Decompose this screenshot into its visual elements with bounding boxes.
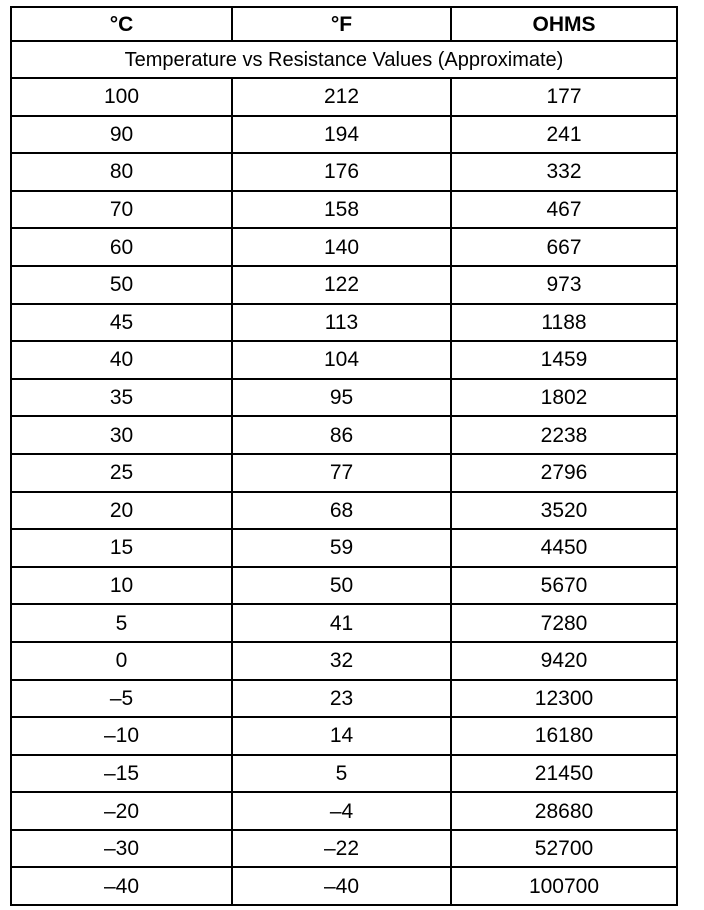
ohms-cell: 973 (451, 266, 677, 304)
celsius-cell: –30 (11, 830, 232, 868)
celsius-cell: 25 (11, 454, 232, 492)
ohms-cell: 2238 (451, 416, 677, 454)
fahrenheit-cell: –4 (232, 792, 451, 830)
table-row (11, 153, 677, 191)
header-ohms: OHMS (451, 7, 677, 41)
celsius-cell: 40 (11, 341, 232, 379)
celsius-cell: –40 (11, 867, 232, 905)
celsius-cell: –15 (11, 755, 232, 793)
table-row (11, 304, 677, 342)
ohms-cell: 3520 (451, 492, 677, 530)
ohms-cell: 1188 (451, 304, 677, 342)
fahrenheit-cell: 59 (232, 529, 451, 567)
fahrenheit-cell: 122 (232, 266, 451, 304)
fahrenheit-cell: 95 (232, 379, 451, 417)
celsius-cell: 70 (11, 191, 232, 229)
ohms-cell: 16180 (451, 717, 677, 755)
ohms-cell: 4450 (451, 529, 677, 567)
celsius-cell: 20 (11, 492, 232, 530)
celsius-cell: 80 (11, 153, 232, 191)
title-row (11, 41, 677, 78)
table-row (11, 567, 677, 605)
table-row (11, 680, 677, 718)
header-fahrenheit: °F (232, 7, 451, 41)
ohms-cell: 9420 (451, 642, 677, 680)
ohms-cell: 7280 (451, 604, 677, 642)
fahrenheit-cell: 212 (232, 78, 451, 116)
fahrenheit-cell: 5 (232, 755, 451, 793)
table-row (11, 116, 677, 154)
fahrenheit-cell: 77 (232, 454, 451, 492)
fahrenheit-cell: 23 (232, 680, 451, 718)
fahrenheit-cell: 158 (232, 191, 451, 229)
fahrenheit-cell: 14 (232, 717, 451, 755)
ohms-cell: 177 (451, 78, 677, 116)
header-celsius: °C (11, 7, 232, 41)
table-row (11, 642, 677, 680)
ohms-cell: 28680 (451, 792, 677, 830)
celsius-cell: 45 (11, 304, 232, 342)
celsius-cell: –20 (11, 792, 232, 830)
celsius-cell: 35 (11, 379, 232, 417)
ohms-cell: 12300 (451, 680, 677, 718)
table-row (11, 604, 677, 642)
fahrenheit-cell: –40 (232, 867, 451, 905)
ohms-cell: 1802 (451, 379, 677, 417)
table-row (11, 867, 677, 905)
table-row (11, 717, 677, 755)
fahrenheit-cell: 176 (232, 153, 451, 191)
fahrenheit-cell: 50 (232, 567, 451, 605)
fahrenheit-cell: 104 (232, 341, 451, 379)
table-row (11, 492, 677, 530)
table-row (11, 529, 677, 567)
table-row (11, 792, 677, 830)
celsius-cell: 5 (11, 604, 232, 642)
table-row (11, 228, 677, 266)
celsius-cell: 90 (11, 116, 232, 154)
fahrenheit-cell: 86 (232, 416, 451, 454)
table-row (11, 454, 677, 492)
celsius-cell: 30 (11, 416, 232, 454)
ohms-cell: 2796 (451, 454, 677, 492)
celsius-cell: –5 (11, 680, 232, 718)
celsius-cell: 100 (11, 78, 232, 116)
temperature-resistance-table (10, 6, 678, 906)
ohms-cell: 100700 (451, 867, 677, 905)
celsius-cell: 15 (11, 529, 232, 567)
ohms-cell: 241 (451, 116, 677, 154)
temperature-resistance-sheet (10, 6, 676, 906)
celsius-cell: 50 (11, 266, 232, 304)
celsius-cell: –10 (11, 717, 232, 755)
ohms-cell: 5670 (451, 567, 677, 605)
ohms-cell: 332 (451, 153, 677, 191)
fahrenheit-cell: 32 (232, 642, 451, 680)
table-row (11, 341, 677, 379)
ohms-cell: 52700 (451, 830, 677, 868)
ohms-cell: 667 (451, 228, 677, 266)
fahrenheit-cell: 41 (232, 604, 451, 642)
table-body (11, 78, 677, 905)
ohms-cell: 1459 (451, 341, 677, 379)
fahrenheit-cell: 194 (232, 116, 451, 154)
fahrenheit-cell: 113 (232, 304, 451, 342)
table-title: Temperature vs Resistance Values (Approximate) (11, 41, 677, 78)
celsius-cell: 60 (11, 228, 232, 266)
table-row (11, 78, 677, 116)
fahrenheit-cell: 68 (232, 492, 451, 530)
fahrenheit-cell: 140 (232, 228, 451, 266)
table-row (11, 191, 677, 229)
fahrenheit-cell: –22 (232, 830, 451, 868)
table-row (11, 266, 677, 304)
table-row (11, 830, 677, 868)
celsius-cell: 0 (11, 642, 232, 680)
celsius-cell: 10 (11, 567, 232, 605)
table-row (11, 755, 677, 793)
table-row (11, 379, 677, 417)
header-row (11, 7, 677, 41)
ohms-cell: 467 (451, 191, 677, 229)
ohms-cell: 21450 (451, 755, 677, 793)
table-row (11, 416, 677, 454)
